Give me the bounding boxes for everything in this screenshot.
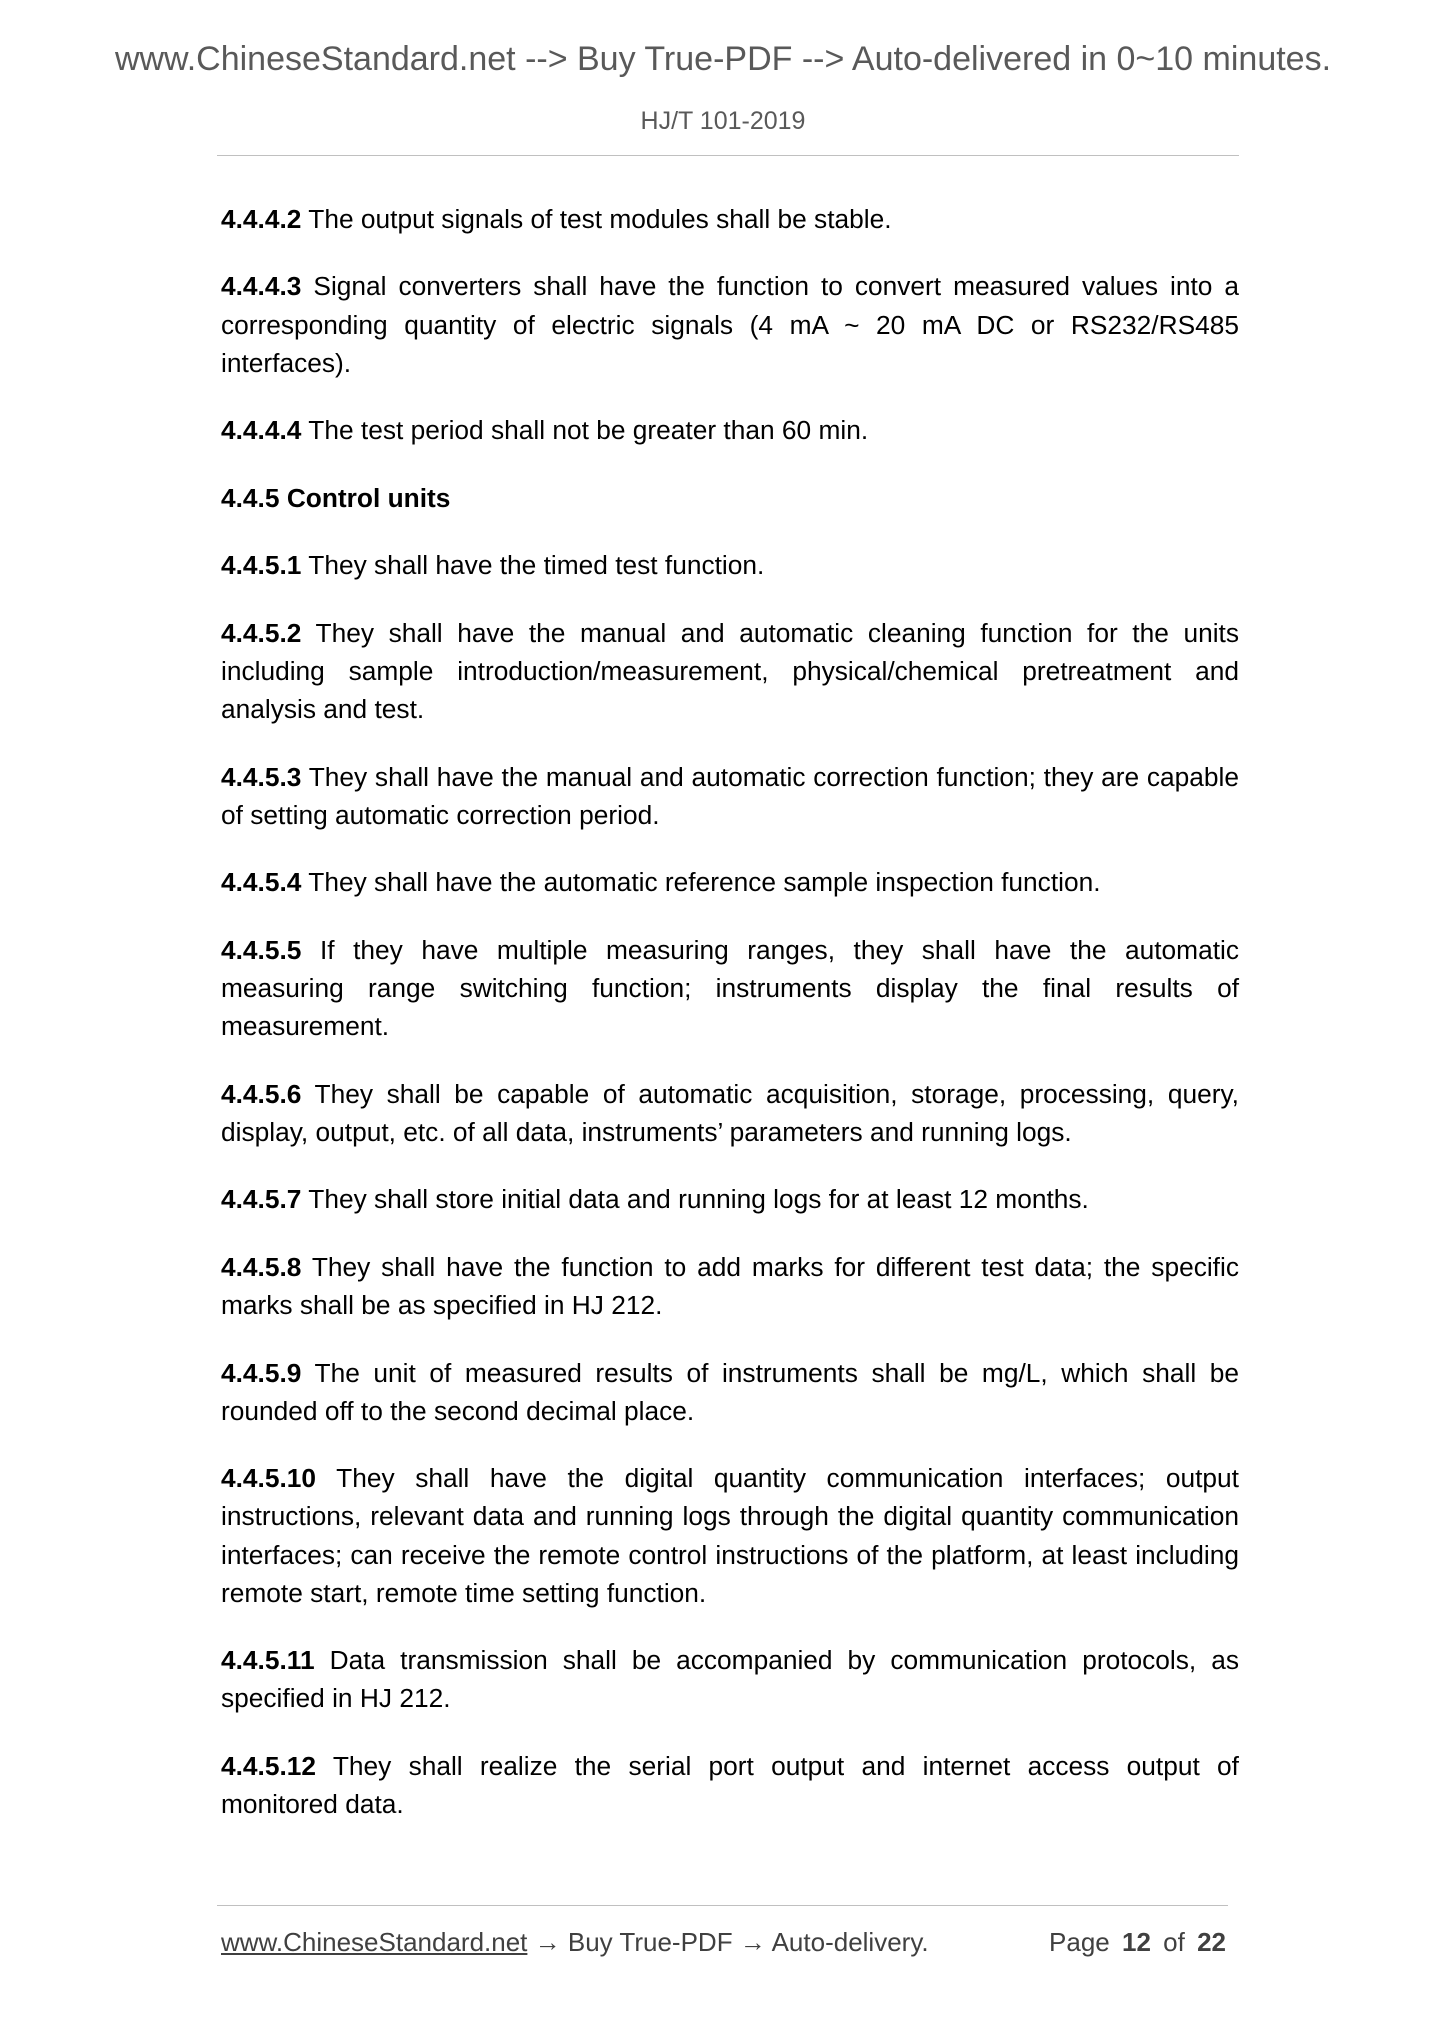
section-number: 4.4.5 bbox=[221, 482, 280, 513]
clause-4-4-5-2 bbox=[221, 614, 1239, 729]
page-total: 22 bbox=[1197, 1927, 1226, 1957]
clause-text: They shall have the timed test function. bbox=[308, 550, 765, 581]
clause-4-4-5-6 bbox=[221, 1075, 1239, 1151]
clause-4-4-5-4 bbox=[221, 863, 1239, 901]
clause-text: They shall have the manual and automatic cleaning function for the units bbox=[315, 617, 1239, 648]
clause-line: rounded off to the second decimal place. bbox=[221, 1395, 695, 1426]
site-link[interactable]: www.ChineseStandard.net bbox=[221, 1927, 528, 1957]
clause-number: 4.4.5.7 bbox=[221, 1184, 302, 1215]
clause-number: 4.4.5.11 bbox=[221, 1645, 315, 1676]
clause-line bbox=[221, 1075, 1239, 1113]
clause-line bbox=[221, 1641, 1239, 1679]
clause-line: measurement. bbox=[221, 1011, 390, 1042]
header-divider bbox=[217, 155, 1239, 156]
clause-line bbox=[221, 1747, 1239, 1785]
clause-text: They shall have the automatic reference sample inspection function. bbox=[308, 867, 1101, 898]
clause-4-4-4-4 bbox=[221, 411, 1239, 449]
clause-4-4-5-12 bbox=[221, 1747, 1239, 1823]
clause-number: 4.4.5.4 bbox=[221, 867, 302, 898]
clause-line: measuring range switching function; instruments display the final results of bbox=[221, 973, 1239, 1003]
clause-text: They shall be capable of automatic acquisition, storage, processing, query, bbox=[314, 1078, 1239, 1109]
page-number: 12 bbox=[1122, 1927, 1151, 1957]
clause-number: 4.4.5.1 bbox=[221, 550, 302, 581]
clause-4-4-5-1 bbox=[221, 546, 1239, 584]
clause-text: They shall realize the serial port output and internet access output of bbox=[332, 1750, 1239, 1781]
clause-4-4-5-11 bbox=[221, 1641, 1239, 1717]
clause-number: 4.4.5.12 bbox=[221, 1750, 317, 1781]
clause-line: including sample introduction/measurement, physical/chemical pretreatment and bbox=[221, 655, 1239, 686]
clause-line bbox=[221, 1354, 1239, 1392]
clause-number: 4.4.4.3 bbox=[221, 271, 302, 302]
clause-4-4-5-5 bbox=[221, 931, 1239, 1046]
footer-tagline: → Buy True-PDF → Auto-delivery. bbox=[534, 1927, 929, 1957]
clause-line: marks shall be as specified in HJ 212. bbox=[221, 1290, 663, 1321]
clause-number: 4.4.5.10 bbox=[221, 1463, 317, 1494]
clause-number: 4.4.5.6 bbox=[221, 1078, 302, 1109]
clause-number: 4.4.5.8 bbox=[221, 1251, 302, 1282]
page-footer bbox=[221, 1923, 1226, 1961]
clause-line: interfaces; can receive the remote control instructions of the platform, at least including bbox=[221, 1539, 1239, 1570]
clause-line bbox=[221, 546, 1239, 584]
clause-line: monitored data. bbox=[221, 1789, 404, 1820]
clause-line: corresponding quantity of electric signals (4 mA ~ 20 mA DC or RS232/RS485 bbox=[221, 309, 1239, 340]
clause-line: interfaces). bbox=[221, 347, 352, 378]
clause-text: They shall have the manual and automatic correction function; they are capable bbox=[308, 761, 1239, 792]
clause-line: of setting automatic correction period. bbox=[221, 799, 660, 830]
clause-text: Data transmission shall be accompanied by communication protocols, as bbox=[329, 1645, 1239, 1676]
clause-text: The unit of measured results of instruments shall be mg/L, which shall be bbox=[314, 1357, 1239, 1388]
clause-number: 4.4.4.2 bbox=[221, 204, 302, 234]
page-label: Page bbox=[1049, 1927, 1110, 1957]
clause-line bbox=[221, 267, 1239, 305]
page-body bbox=[221, 200, 1239, 1853]
section-heading bbox=[221, 479, 1239, 517]
clause-number: 4.4.5.9 bbox=[221, 1357, 302, 1388]
clause-line bbox=[221, 863, 1239, 901]
section-heading-4-4-5 bbox=[221, 479, 1239, 517]
clause-number: 4.4.5.5 bbox=[221, 934, 302, 965]
clause-line bbox=[221, 411, 1239, 449]
page-indicator bbox=[1049, 1923, 1226, 1961]
clause-text: The output signals of test modules shall be stable. bbox=[308, 204, 892, 234]
header-banner: www.ChineseStandard.net --> Buy True-PDF --> Auto-delivered in 0~10 minutes. bbox=[114, 40, 1332, 78]
clause-text: The test period shall not be greater than 60 min. bbox=[308, 415, 869, 446]
footer-promo bbox=[221, 1923, 929, 1961]
document-code: HJ/T 101-2019 bbox=[640, 107, 806, 135]
clause-line bbox=[221, 1180, 1239, 1218]
clause-number: 4.4.5.3 bbox=[221, 761, 302, 792]
clause-4-4-5-8 bbox=[221, 1248, 1239, 1324]
clause-4-4-5-10 bbox=[221, 1459, 1239, 1612]
clause-4-4-5-7 bbox=[221, 1180, 1239, 1218]
clause-line bbox=[221, 1459, 1239, 1497]
clause-text: They shall have the function to add marks for different test data; the specific bbox=[311, 1251, 1239, 1282]
clause-number: 4.4.5.2 bbox=[221, 617, 302, 648]
clause-4-4-4-2 bbox=[221, 200, 1239, 238]
clause-line bbox=[221, 1248, 1239, 1286]
clause-4-4-5-3 bbox=[221, 758, 1239, 834]
footer-divider bbox=[217, 1905, 1228, 1906]
clause-line: instructions, relevant data and running logs through the digital quantity communication bbox=[221, 1501, 1239, 1532]
clause-line bbox=[221, 758, 1239, 796]
clause-line: analysis and test. bbox=[221, 694, 425, 725]
page-of-label: of bbox=[1163, 1927, 1185, 1957]
clause-text: If they have multiple measuring ranges, they shall have the automatic bbox=[319, 934, 1239, 965]
clause-4-4-4-3 bbox=[221, 267, 1239, 382]
clause-text: They shall have the digital quantity communication interfaces; output bbox=[336, 1463, 1239, 1494]
clause-number: 4.4.4.4 bbox=[221, 415, 302, 446]
clause-line: specified in HJ 212. bbox=[221, 1683, 451, 1714]
clause-text: They shall store initial data and running logs for at least 12 months. bbox=[308, 1184, 1089, 1215]
clause-line bbox=[221, 614, 1239, 652]
clause-line: display, output, etc. of all data, instruments’ parameters and running logs. bbox=[221, 1116, 1072, 1147]
clause-line bbox=[221, 931, 1239, 969]
clause-line: remote start, remote time setting function. bbox=[221, 1577, 707, 1608]
clause-4-4-5-9 bbox=[221, 1354, 1239, 1430]
section-title: Control units bbox=[286, 482, 451, 513]
clause-line bbox=[221, 200, 1239, 238]
clause-text: Signal converters shall have the function to convert measured values into a bbox=[313, 271, 1239, 302]
